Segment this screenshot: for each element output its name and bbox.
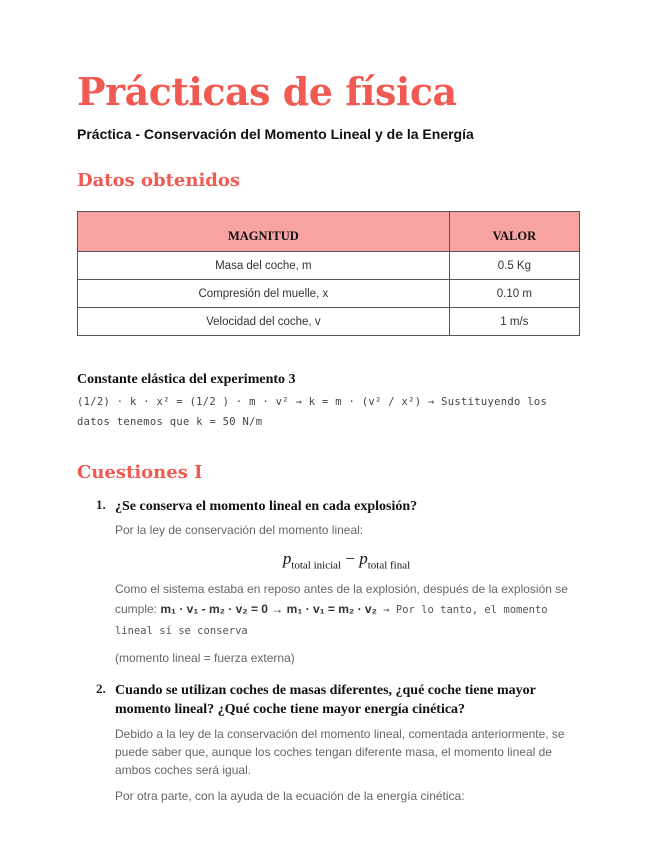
column-header-magnitud: MAGNITUD [78,212,450,252]
table-row [78,280,580,308]
table-cell: Velocidad del coche, v [78,308,450,336]
table-header-row [78,212,580,252]
answer-paragraph: Por la ley de conservación del momento lineal: [115,523,364,537]
formula-symbol: p [282,549,292,568]
question-number: 2. [96,681,106,697]
question-item [77,681,578,805]
derivation-line: datos tenemos que k = 50 N/m [77,416,263,428]
answer-paragraph: Debido a la ley de la conservación del momento lineal, comentada anteriormente, se puede saber que, aunque los coches tengan diferente masa, el momento lineal de ambos coches será igual. [115,727,565,778]
question-number: 1. [96,497,106,512]
table-cell: Compresión del muelle, x [78,280,450,308]
column-header-valor: VALOR [449,212,579,252]
formula-symbol: p [359,549,368,568]
data-table [77,211,580,336]
table-cell: Masa del coche, m [78,252,450,280]
table-cell: 1 m/s [449,308,579,336]
answer-note: (momento lineal = fuerza externa) [115,651,295,666]
answer-text: Como el sistema estaba en reposo antes de la explosión, después de la explosión se cumple: [115,582,568,617]
formula-operator: − [341,549,360,568]
data-section-heading: Datos obtenidos [77,170,241,191]
question-title: Cuando se utilizan coches de masas diferentes, ¿qué coche tiene mayor momento lineal? ¿Qué coche tiene mayor energía cinética? [115,683,536,718]
table-cell: 0.5 Kg [449,252,579,280]
table-cell: 0.10 m [449,280,579,308]
table-row [78,252,580,280]
page-subtitle: Práctica - Conservación del Momento Lineal y de la Energía [77,126,474,142]
page-title: Prácticas de física [77,69,457,114]
derivation-line: (1/2) · k · x² = (1/2 ) · m · v² → k = m · (v² / x²) → Sustituyendo los [77,396,548,408]
constant-derivation [77,392,578,432]
question-title: ¿Se conserva el momento lineal en cada explosión? [115,499,418,514]
constant-heading: Constante elástica del experimento 3 [77,372,296,387]
answer-paragraph: Por otra parte, con la ayuda de la ecuación de la energía cinética: [115,789,465,804]
answer-paragraph [115,579,578,641]
questions-list [77,497,578,805]
table-row [78,308,580,336]
formula-subscript: total inicial [291,559,342,572]
momentum-formula [115,549,578,571]
questions-heading: Cuestiones I [77,462,203,483]
question-item [77,497,578,667]
formula-subscript: total final [367,559,411,572]
momentum-equation: m₁ · v₁ - m₂ · v₂ = 0 → m₁ · v₁ = m₂ · v₂ [160,602,377,617]
answer-conclusion: → Por lo tanto, el momento lineal sí se conserva [115,604,548,638]
